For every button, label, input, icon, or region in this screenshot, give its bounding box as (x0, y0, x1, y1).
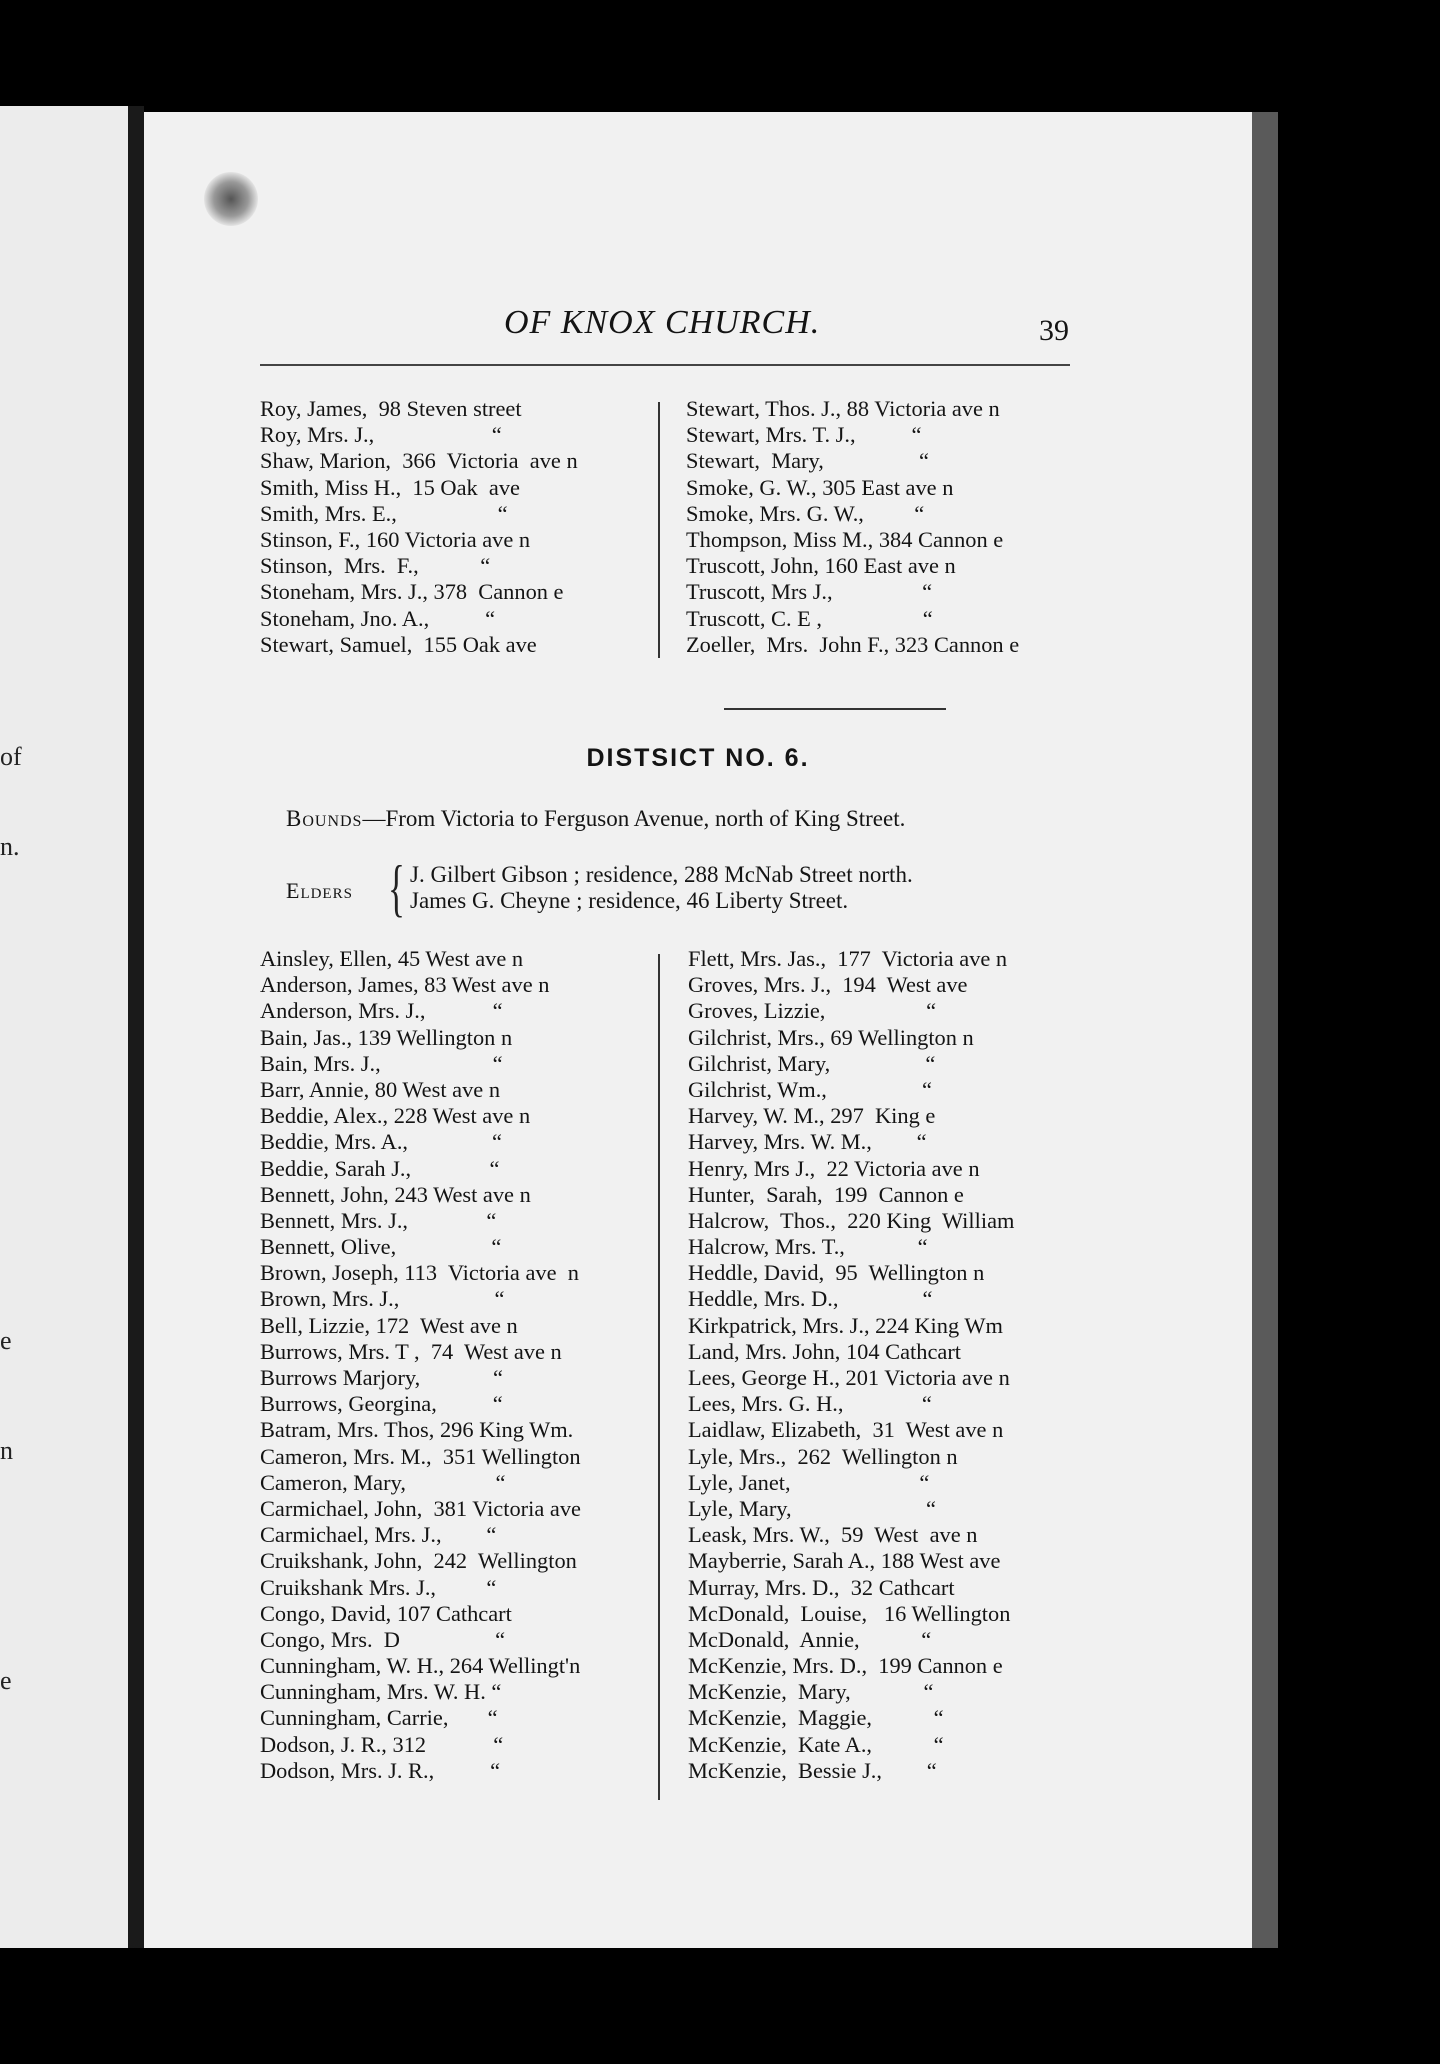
member-entry: Groves, Lizzie, “ (688, 998, 937, 1024)
member-entry: Kirkpatrick, Mrs. J., 224 King Wm (688, 1312, 1003, 1338)
member-entry: Congo, Mrs. D “ (260, 1626, 506, 1652)
member-entry: Lees, Mrs. G. H., “ (688, 1391, 932, 1417)
member-entry: Dodson, J. R., 312 “ (260, 1731, 504, 1757)
district5-right-column (686, 396, 1019, 658)
member-entry: Stewart, Samuel, 155 Oak ave (260, 631, 537, 657)
member-entry: Halcrow, Thos., 220 King William (688, 1207, 1015, 1233)
member-entry: Truscott, John, 160 East ave n (686, 553, 956, 579)
member-entry: Gilchrist, Wm., “ (688, 1076, 932, 1102)
member-entry: Harvey, W. M., 297 King e (688, 1103, 936, 1129)
member-entry: Gilchrist, Mrs., 69 Wellington n (688, 1024, 974, 1050)
member-entry: Cameron, Mary, “ (260, 1469, 506, 1495)
member-entry: Roy, Mrs. J., “ (260, 422, 502, 448)
member-entry: Cruikshank, John, 242 Wellington (260, 1548, 577, 1574)
member-entry: Brown, Mrs. J., “ (260, 1286, 505, 1312)
bounds-text: —From Victoria to Ferguson Avenue, north of King Street. (362, 806, 906, 831)
adjacent-page-fragment: n (0, 1436, 13, 1465)
member-entry: Zoeller, Mrs. John F., 323 Cannon e (686, 631, 1020, 657)
member-entry: Anderson, James, 83 West ave n (260, 972, 550, 998)
member-entry: Mayberrie, Sarah A., 188 West ave (688, 1548, 1001, 1574)
member-entry: McDonald, Louise, 16 Wellington (688, 1600, 1011, 1626)
member-entry: Beddie, Alex., 228 West ave n (260, 1103, 531, 1129)
member-entry: Cunningham, Carrie, “ (260, 1705, 498, 1731)
member-entry: Bain, Mrs. J., “ (260, 1050, 503, 1076)
directory-page (144, 112, 1252, 1948)
member-entry: McDonald, Annie, “ (688, 1626, 932, 1652)
member-entry: Hunter, Sarah, 199 Cannon e (688, 1181, 964, 1207)
running-head: OF KNOX CHURCH. (504, 304, 821, 341)
member-entry: Congo, David, 107 Cathcart (260, 1600, 512, 1626)
member-entry: Thompson, Miss M., 384 Cannon e (686, 526, 1004, 552)
ink-smudge (204, 172, 258, 226)
member-entry: McKenzie, Mrs. D., 199 Cannon e (688, 1653, 1003, 1679)
member-entry: Bennett, Olive, “ (260, 1234, 502, 1260)
adjacent-page-fragment: e (0, 1326, 12, 1355)
member-entry: Beddie, Mrs. A., “ (260, 1129, 502, 1155)
member-entry: Bennett, Mrs. J., “ (260, 1207, 497, 1233)
member-entry: Stewart, Thos. J., 88 Victoria ave n (686, 396, 1000, 421)
district-title: DISTSICT NO. 6. (586, 744, 810, 772)
member-entry: Ainsley, Ellen, 45 West ave n (260, 946, 524, 971)
member-entry: McKenzie, Maggie, “ (688, 1705, 944, 1731)
member-entry: Harvey, Mrs. W. M., “ (688, 1129, 927, 1155)
district6-right-column (688, 946, 1014, 1784)
district-bounds (286, 806, 905, 832)
member-entry: Smoke, G. W., 305 East ave n (686, 474, 954, 500)
member-entry: Laidlaw, Elizabeth, 31 West ave n (688, 1417, 1004, 1443)
member-entry: Batram, Mrs. Thos, 296 King Wm. (260, 1417, 574, 1443)
member-entry: Roy, James, 98 Steven street (260, 396, 522, 421)
member-entry: McKenzie, Bessie J., “ (688, 1757, 937, 1783)
member-entry: Barr, Annie, 80 West ave n (260, 1076, 501, 1102)
member-entry: Anderson, Mrs. J., “ (260, 998, 503, 1024)
elders-label: Elders (286, 878, 353, 903)
member-entry: Dodson, Mrs. J. R., “ (260, 1757, 501, 1783)
member-entry: Carmichael, John, 381 Victoria ave (260, 1495, 581, 1521)
elder-entry: James G. Cheyne ; residence, 46 Liberty Street. (410, 888, 849, 913)
member-entry: Heddle, Mrs. D., “ (688, 1286, 933, 1312)
member-entry: Henry, Mrs J., 22 Victoria ave n (688, 1155, 980, 1181)
member-entry: Lyle, Janet, “ (688, 1469, 930, 1495)
adjacent-page-fragment: of (0, 742, 22, 771)
column-divider (658, 402, 660, 658)
member-entry: Cunningham, Mrs. W. H. “ (260, 1679, 502, 1705)
member-entry: Murray, Mrs. D., 32 Cathcart (688, 1574, 955, 1600)
member-entry: Stewart, Mary, “ (686, 448, 929, 474)
member-entry: Burrows Marjory, “ (260, 1365, 503, 1390)
member-entry: Smith, Miss H., 15 Oak ave (260, 474, 520, 500)
page-number: 39 (1039, 314, 1069, 347)
member-entry: Gilchrist, Mary, “ (688, 1050, 936, 1076)
member-entry: Bell, Lizzie, 172 West ave n (260, 1312, 518, 1338)
member-entry: Stoneham, Jno. A., “ (260, 605, 496, 631)
section-rule (724, 708, 946, 710)
member-entry: Shaw, Marion, 366 Victoria ave n (260, 448, 578, 474)
member-entry: Stinson, F., 160 Victoria ave n (260, 526, 531, 552)
member-entry: Lees, George H., 201 Victoria ave n (688, 1365, 1010, 1390)
bounds-label: Bounds (286, 806, 363, 831)
district5-left-column (260, 396, 578, 658)
district6-left-column (260, 946, 581, 1784)
member-entry: Cameron, Mrs. M., 351 Wellington (260, 1443, 581, 1469)
page-edge (1252, 112, 1278, 1948)
elder-entry: J. Gilbert Gibson ; residence, 288 McNab Street north. (410, 862, 913, 887)
column-divider (658, 954, 660, 1800)
header-rule (260, 364, 1070, 366)
member-entry: Stinson, Mrs. F., “ (260, 553, 491, 579)
brace-glyph: { (388, 852, 405, 923)
member-entry: Stoneham, Mrs. J., 378 Cannon e (260, 579, 564, 605)
member-entry: McKenzie, Kate A., “ (688, 1731, 944, 1757)
member-entry: Bennett, John, 243 West ave n (260, 1181, 531, 1207)
member-entry: Cruikshank Mrs. J., “ (260, 1574, 497, 1600)
member-entry: Smoke, Mrs. G. W., “ (686, 500, 925, 526)
member-entry: Smith, Mrs. E., “ (260, 500, 508, 526)
member-entry: Land, Mrs. John, 104 Cathcart (688, 1338, 961, 1364)
member-entry: Lyle, Mrs., 262 Wellington n (688, 1443, 958, 1469)
member-entry: Bain, Jas., 139 Wellington n (260, 1024, 513, 1050)
member-entry: Burrows, Georgina, “ (260, 1391, 503, 1417)
adjacent-page-fragment: e (0, 1666, 12, 1695)
member-entry: Truscott, C. E , “ (686, 605, 933, 631)
member-entry: Lyle, Mary, “ (688, 1495, 936, 1521)
book-gutter (128, 106, 144, 1948)
adjacent-page-strip (0, 106, 128, 1948)
member-entry: Carmichael, Mrs. J., “ (260, 1522, 497, 1548)
adjacent-page-fragment: n. (0, 832, 20, 861)
elders-list (410, 862, 913, 914)
member-entry: Burrows, Mrs. T , 74 West ave n (260, 1338, 562, 1364)
member-entry: Groves, Mrs. J., 194 West ave (688, 972, 968, 998)
member-entry: Truscott, Mrs J., “ (686, 579, 933, 605)
member-entry: Halcrow, Mrs. T., “ (688, 1234, 928, 1260)
member-entry: Flett, Mrs. Jas., 177 Victoria ave n (688, 946, 1008, 971)
member-entry: Heddle, David, 95 Wellington n (688, 1260, 985, 1286)
member-entry: Beddie, Sarah J., “ (260, 1155, 500, 1181)
member-entry: Leask, Mrs. W., 59 West ave n (688, 1522, 978, 1548)
member-entry: Stewart, Mrs. T. J., “ (686, 422, 922, 448)
member-entry: McKenzie, Mary, “ (688, 1679, 934, 1705)
member-entry: Brown, Joseph, 113 Victoria ave n (260, 1260, 579, 1286)
member-entry: Cunningham, W. H., 264 Wellingt'n (260, 1653, 581, 1679)
